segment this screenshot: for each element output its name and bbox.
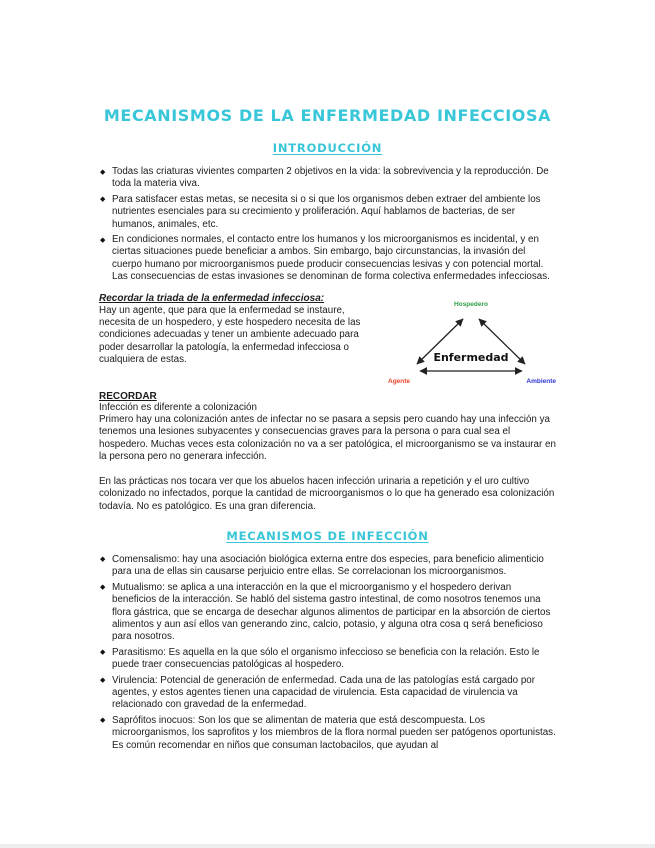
intro-bullet-text: Todas las criaturas vivientes comparten 2 objetivos en la vida: la sobrevivencia y la reproducción. De toda la materia viva. <box>112 166 549 190</box>
intro-bullet-list <box>99 166 556 284</box>
intro-bullet-item <box>99 194 556 231</box>
mecanismos-bullet-text: Virulencia: Potencial de generación de enfermedad. Cada una de las patologías está cargado por agentes, y estos agentes tienen una capacidad de virulencia. Esta capacidad de virulencia va relacionado con gravedad de la enfermedad. <box>112 674 536 711</box>
section-heading-introduccion: INTRODUCCIÓN <box>272 141 383 155</box>
triangle-arrows-icon <box>386 309 556 381</box>
diamond-bullet-icon: ◆ <box>100 236 106 244</box>
triad-section <box>99 292 556 385</box>
document-title: MECANISMOS DE LA ENFERMEDAD INFECCIOSA <box>103 106 552 125</box>
diamond-bullet-icon: ◆ <box>100 649 106 657</box>
intro-bullet-text: En condiciones normales, el contacto entre los humanos y los microorganismos es incidental, y en ciertas situaciones puede beneficiar a ambos. Sin embargo, bajo circunstancias, la invasión del cuerpo humano por microorganismos puede producir consecuencias lesivas y con potencial mortal. Las consecuencias de estas invasiones se denominan de forma colectiva enfermedades infecciosas. <box>112 234 550 283</box>
mecanismos-bullet-list <box>99 554 556 752</box>
triad-label-agente: Agente <box>388 377 411 385</box>
diamond-bullet-icon: ◆ <box>100 677 106 685</box>
mecanismos-bullet-item <box>99 554 556 579</box>
mecanismos-bullet-text: Saprófitos inocuos: Son los que se alimentan de materia que está descompuesta. Los microorganismos, los saprofitos y los miembros de la flora normal pueden ser patógenos oportunistas. Es común recomendar en niños que consuman lactobacilos, que ayudan al <box>112 714 556 751</box>
recordar-heading: RECORDAR <box>99 390 157 402</box>
triada-body: Hay un agente, que para que la enfermedad se instaure, necesita de un hospedero, y este hospedero necesita de las condiciones adecuadas y tener un ambiente adecuado para poder desarrollar la patología, la enfermedad infecciosa o cualquiera de estas. <box>99 304 361 366</box>
mecanismos-bullet-item <box>99 715 556 752</box>
mecanismos-bullet-item <box>99 675 556 712</box>
section-heading-mecanismos: MECANISMOS DE INFECCIÓN <box>226 528 429 543</box>
mecanismos-bullet-item <box>99 647 556 672</box>
intro-bullet-item <box>99 234 556 284</box>
triad-label-hospedero: Hospedero <box>454 300 488 308</box>
intro-bullet-text: Para satisfacer estas metas, se necesita si o si que los organismos deben extraer del ambiente los nutrientes esenciales para su crecimiento y proliferación. Aquí hablamos de bacterias, de ser humanos, animales, etc. <box>112 193 541 230</box>
triad-label-ambiente: Ambiente <box>526 377 556 385</box>
mecanismos-bullet-item <box>99 582 556 644</box>
paragraph-gap <box>99 464 556 476</box>
page-bottom-edge <box>0 844 655 848</box>
diamond-bullet-icon: ◆ <box>100 556 106 564</box>
diamond-bullet-icon: ◆ <box>100 196 106 204</box>
recordar-subheading: Infección es diferente a colonización <box>99 401 257 413</box>
intro-bullet-item <box>99 166 556 191</box>
recordar-paragraph-2: En las prácticas nos tocara ver que los abuelos hacen infección urinaria a repetición y el uro cultivo colonizado no infectados, porque la cantidad de microorganismos o lo que ha generado esa colonización todavía. No es patológico. Es una gran diferencia. <box>99 475 555 512</box>
triada-heading: Recordar la triada de la enfermedad infecciosa: <box>99 292 325 304</box>
triad-label-enfermedad: Enfermedad <box>433 350 509 364</box>
diamond-bullet-icon: ◆ <box>100 168 106 176</box>
diamond-bullet-icon: ◆ <box>100 584 106 592</box>
triad-diagram <box>386 301 556 389</box>
mecanismos-bullet-text: Mutualismo: se aplica a una interacción en la que el microorganismo y el hospedero derivan beneficios de la interacción. Se habló del sistema gastro intestinal, de como nosotros tenemos una flora gástrica, que se encarga de desechar algunos alimentos de participar en la absorción de ciertos alimentos y aun así ellos van generando zinc, calcio, potasio, y alguna otra cosa q será beneficioso para nosotros. <box>112 581 551 643</box>
mecanismos-bullet-text: Parasitismo: Es aquella en la que sólo el organismo infeccioso se beneficia con la relación. Esto le puede traer consecuencias patológicas al hospedero. <box>112 646 540 671</box>
mecanismos-bullet-text: Comensalismo: hay una asociación biológica externa entre dos especies, para beneficio alimenticio para una de ellas sin causarse perjuicio entre ellas. Se correlacionan los microorganismos. <box>112 553 544 578</box>
diamond-bullet-icon: ◆ <box>100 717 106 725</box>
recordar-paragraph-1: Primero hay una colonización antes de infectar no se pasara a sepsis pero cuando hay una infección ya tenemos una lesiones subyacentes y consecuencias graves para la persona o para cual sea el hospedero. Muchas veces esta colonización no va a ser patológica, el microorganismo se va instaurar en la persona pero no generara infección. <box>99 414 556 463</box>
